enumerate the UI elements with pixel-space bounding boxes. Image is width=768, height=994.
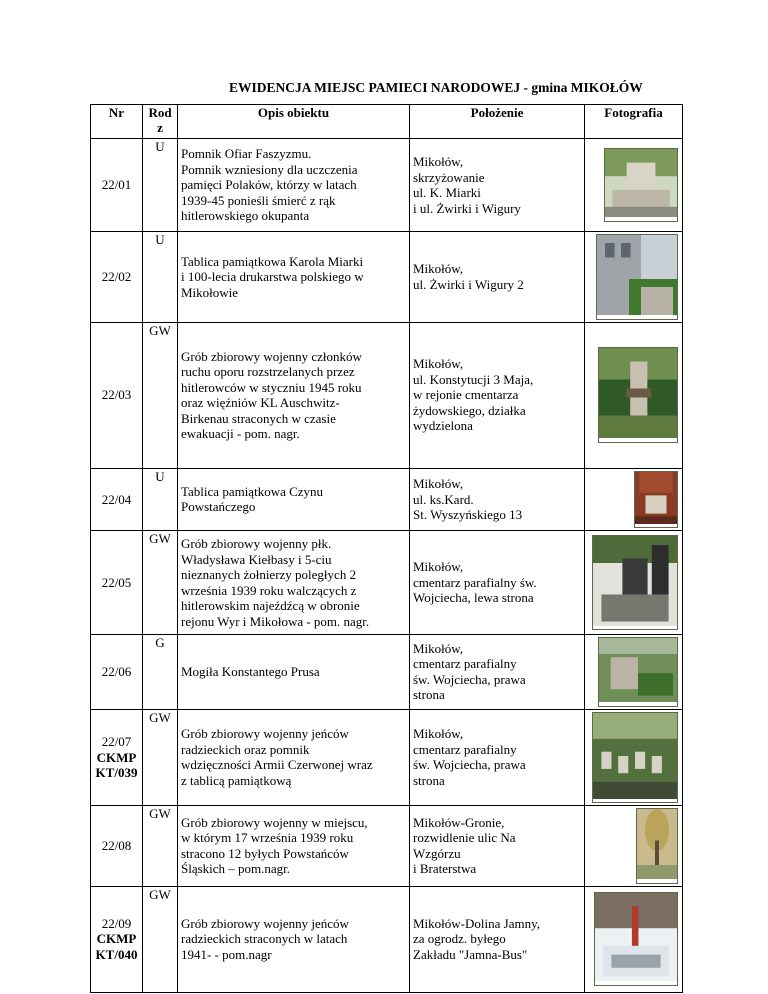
location-line: żydowskiego, działka [413,402,526,418]
header-polozenie: Położenie [410,105,585,139]
cell-opis [178,139,410,232]
location-line: Wojciecha, lewa strona [413,590,534,606]
location-line: Wzgórzu [413,845,461,861]
description-line: Mikołowie [181,284,239,300]
location-line: i ul. Żwirki i Wigury [413,200,521,216]
description-line: nieznanych żołnierzy poległych 2 [181,567,357,582]
cell-nr [91,531,143,635]
location-line: Mikołów, [413,356,464,372]
register-table [90,104,683,993]
grave-photo [598,637,678,707]
cell-opis [178,468,410,531]
cell-fotografia [585,139,683,232]
location-line: skrzyżowanie [413,169,485,185]
description-line: hitlerowców w styczniu 1945 roku [181,379,362,395]
entry-number: 22/07 [101,734,132,749]
cell-rodzaj: U [143,232,178,323]
description-line: hitlerowskiego okupanta [181,208,310,224]
description-line: Grób zbiorowy wojenny płk. [181,536,332,551]
header-fotografia: Fotografia [585,105,683,139]
plaque-building-photo [596,234,678,320]
cell-rodzaj: GW [143,531,178,635]
cell-polozenie [410,468,585,531]
entry-number: 22/08 [101,838,132,853]
location-line: i Braterstwa [413,861,477,877]
location-line: św. Wojciecha, prawa [413,671,526,687]
cell-polozenie [410,531,585,635]
description-line: z tablicą pamiątkową [181,772,292,788]
cell-fotografia [585,886,683,992]
cemetery-grave-photo [592,535,678,631]
soviet-graves-photo [592,712,678,804]
location-line: wydzielona [413,418,473,434]
location-line: Mikołów, [413,261,464,277]
table-row [91,232,683,323]
description-line: Grób zbiorowy wojenny członków [181,348,362,364]
entry-number: 22/03 [101,387,132,403]
description-line: pamięci Polaków, którzy w latach [181,177,357,193]
header-row [91,105,683,139]
description-line: Śląskich – pom.nagr. [181,861,291,877]
description-line: i 100-lecia drukarstwa polskiego w [181,269,364,284]
location-line: Mikołów, [413,640,464,656]
entry-number: 22/06 [101,664,132,679]
description-line: Birkenau straconych w czasie [181,410,336,426]
cell-rodzaj: G [143,635,178,710]
cell-polozenie [410,139,585,232]
cell-nr [91,232,143,323]
description-line: radzieckich straconych w latach [181,931,348,947]
location-line: ul. Żwirki i Wigury 2 [413,276,524,292]
location-line: Mikołów-Dolina Jamny, [413,915,540,931]
description-line: stracono 12 byłych Powstańców [181,845,349,861]
description-line: Pomnik wzniesiony dla uczczenia [181,161,358,177]
cell-opis [178,635,410,710]
cell-rodzaj: GW [143,709,178,806]
cell-rodzaj: GW [143,322,178,468]
cell-opis [178,806,410,887]
cell-nr [91,139,143,232]
cell-polozenie [410,635,585,710]
header-nr: Nr [91,105,143,139]
cell-nr [91,806,143,887]
location-line: Mikołów, [413,476,464,491]
cell-rodzaj: GW [143,806,178,887]
location-line: ul. Konstytucji 3 Maja, [413,371,534,387]
description-line: 1941- - pom.nagr [181,946,272,962]
table-row [91,468,683,531]
location-line: cmentarz parafialny [413,656,517,672]
location-line: w rejonie cmentarza [413,387,519,403]
cell-nr [91,886,143,992]
description-line: Tablica pamiątkowa Karola Miarki [181,253,364,269]
cell-polozenie [410,886,585,992]
table-row [91,806,683,887]
page-title: EWIDENCJA MIEJSC PAMIECI NARODOWEJ - gmina MIKOŁÓW [229,80,643,95]
location-line: Mikołów-Gronie, [413,814,505,830]
cell-opis [178,232,410,323]
entry-number: 22/01 [101,177,132,193]
cell-opis [178,886,410,992]
cell-fotografia [585,635,683,710]
description-line: Grób zbiorowy wojenny w miejscu, [181,814,368,830]
description-line: 1939-45 ponieśli śmierć z rąk [181,192,336,208]
header-rod [143,105,178,139]
cell-fotografia [585,322,683,468]
location-line: strona [413,687,445,703]
cell-nr [91,709,143,806]
description-line: hitlerowskim najeźdźcą w obronie [181,598,360,613]
description-line: w którym 17 września 1939 roku [181,830,354,846]
table-row [91,709,683,806]
description-line: wdzięczności Armii Czerwonej wraz [181,757,373,773]
cell-rodzaj: U [143,468,178,531]
description-line: Grób zbiorowy wojenny jeńców [181,915,349,931]
cell-rodzaj: U [143,139,178,232]
description-line: Pomnik Ofiar Faszyzmu. [181,146,312,162]
location-line: cmentarz parafialny [413,741,517,757]
location-line: Mikołów, [413,154,464,169]
location-line: Mikołów, [413,726,464,742]
description-line: radzieckich oraz pomnik [181,741,310,757]
cell-nr [91,468,143,531]
entry-number: 22/02 [101,269,132,284]
entry-number: 22/05 [101,574,132,590]
cell-polozenie [410,709,585,806]
cell-fotografia [585,806,683,887]
description-line: Władysława Kiełbasy i 5-ciu [181,551,332,567]
cell-nr [91,322,143,468]
location-line: ul. ks.Kard. [413,491,474,507]
description-line: Tablica pamiątkowa Czynu [181,483,324,499]
description-line: ewakuacji - pom. nagr. [181,426,300,441]
description-line: września 1939 roku walczących z [181,582,357,598]
entry-number: 22/04 [101,491,132,507]
cell-polozenie [410,232,585,323]
memorial-in-park-photo [598,347,678,443]
cell-fotografia [585,468,683,531]
cell-fotografia [585,531,683,635]
cell-nr [91,635,143,710]
winter-grave-photo [594,892,678,986]
description-line: ruchu oporu rozstrzelanych przez [181,364,355,379]
description-line: rejonu Wyr i Mikołowa - pom. nagr. [181,613,370,629]
table-row [91,886,683,992]
description-line: Powstańczego [181,499,256,515]
description-line: oraz więźniów KL Auschwitz- [181,395,340,410]
registry-code: CKMP KT/039 [95,749,138,780]
location-line: rozwidlenie ulic Na [413,830,516,846]
location-line: ul. K. Miarki [413,185,481,200]
table-row [91,531,683,635]
cell-polozenie [410,322,585,468]
entry-number: 22/09 [101,915,132,931]
table-body [91,139,683,993]
cell-fotografia [585,232,683,323]
registry-code: CKMP KT/040 [95,931,138,962]
header-opis: Opis obiektu [178,105,410,139]
monument-photo [604,148,678,222]
cell-fotografia [585,709,683,806]
location-line: strona [413,772,445,788]
cell-polozenie [410,806,585,887]
location-line: Mikołów, [413,559,464,575]
location-line: cmentarz parafialny św. [413,574,537,590]
description-line: Mogiła Konstantego Prusa [181,664,320,679]
table-row [91,322,683,468]
brick-wall-plaque-photo [634,471,678,529]
description-line: Grób zbiorowy wojenny jeńców [181,726,349,742]
cell-opis [178,709,410,806]
cell-rodzaj: GW [143,886,178,992]
cell-opis [178,322,410,468]
location-line: św. Wojciecha, prawa [413,757,526,773]
header-rod-text: Rod z [148,105,172,135]
location-line: St. Wyszyńskiego 13 [413,507,523,522]
location-line: Zakładu "Jamna-Bus" [413,946,528,962]
forest-grave-photo [636,808,678,884]
cell-opis [178,531,410,635]
table-row [91,635,683,710]
table-row [91,139,683,232]
location-line: za ogrodz. byłego [413,931,506,947]
